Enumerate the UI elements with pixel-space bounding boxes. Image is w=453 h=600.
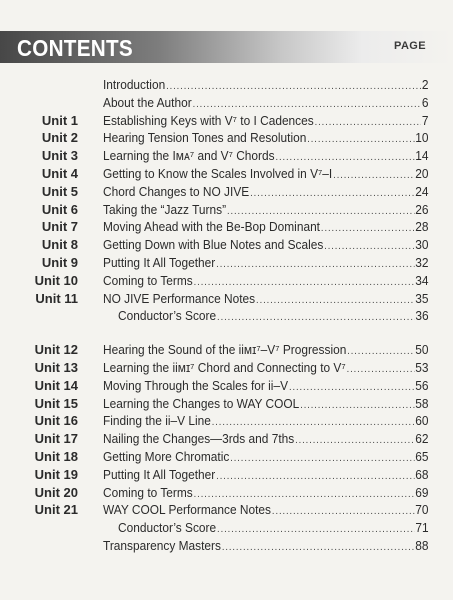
toc-entry [0, 307, 453, 325]
toc-entry [0, 395, 453, 413]
toc-title: Hearing the Sound of the iiᴍɪ⁷–V⁷ Progression [103, 342, 347, 358]
toc-title: Chord Changes to NO JIVE [103, 183, 250, 199]
toc-page-number: 35 [415, 290, 429, 306]
toc-title: Hearing Tension Tones and Resolution [103, 130, 307, 146]
toc-unit-label: Unit 15 [34, 395, 78, 411]
toc-title: WAY COOL Performance Notes [103, 502, 271, 518]
toc-title: Putting It All Together [103, 254, 216, 270]
toc-entry [0, 165, 453, 183]
toc-entry [0, 94, 453, 112]
toc-unit-label: Unit 11 [35, 290, 78, 306]
toc-entry [0, 501, 453, 519]
toc-title: Coming to Terms [103, 272, 193, 288]
toc-unit-label: Unit 6 [41, 201, 78, 217]
table-of-contents [0, 76, 453, 555]
toc-unit-label: Unit 3 [41, 148, 78, 164]
toc-page-number: 34 [415, 272, 429, 288]
toc-unit-label: Unit 7 [41, 219, 78, 235]
toc-unit-label: Unit 8 [41, 237, 78, 253]
toc-entry [0, 272, 453, 290]
toc-title: Getting More Chromatic [103, 448, 230, 464]
toc-entry [0, 412, 453, 430]
toc-title: Learning the iiᴍɪ⁷ Chord and Connecting to V⁷ [103, 359, 346, 375]
toc-page-number: 50 [415, 342, 429, 358]
toc-title: Moving Ahead with the Be-Bop Dominant [103, 219, 320, 235]
toc-title: Getting to Know the Scales Involved in V⁷–I [103, 165, 333, 181]
toc-entry [0, 377, 453, 395]
toc-entry-line [118, 307, 429, 327]
toc-unit-label: Unit 16 [34, 413, 78, 429]
toc-page-number: 2 [421, 77, 429, 92]
toc-page-number: 53 [415, 359, 429, 375]
dot-leader [217, 309, 414, 327]
toc-unit-label: Unit 14 [34, 377, 78, 393]
toc-page-number: 26 [415, 201, 429, 217]
toc-entry [0, 430, 453, 448]
toc-page-number: 62 [415, 431, 429, 447]
contents-heading: CONTENTS [17, 35, 134, 61]
toc-page-number: 68 [415, 466, 429, 482]
toc-unit-label: Unit 18 [34, 448, 78, 464]
toc-page-number: 32 [415, 254, 429, 270]
toc-title: Introduction [103, 77, 166, 92]
toc-title: Moving Through the Scales for ii–V [103, 377, 289, 393]
toc-title: Conductor’s Score [118, 308, 217, 324]
toc-unit-label: Unit 12 [34, 342, 78, 358]
toc-page-number: 30 [415, 237, 429, 253]
toc-unit-label: Unit 13 [34, 359, 78, 375]
toc-unit-label: Unit 17 [34, 431, 78, 447]
toc-unit-label: Unit 19 [34, 466, 78, 482]
toc-unit-label: Unit 9 [41, 254, 78, 270]
toc-title: Transparency Masters [103, 537, 221, 553]
toc-unit-label: Unit 10 [34, 272, 78, 288]
toc-entry [0, 147, 453, 165]
toc-page-number: 14 [415, 148, 429, 164]
toc-title: NO JIVE Performance Notes [103, 290, 256, 306]
toc-page-number: 71 [415, 520, 429, 536]
toc-page-number: 88 [415, 537, 429, 553]
toc-unit-label: Unit 5 [41, 183, 78, 199]
toc-unit-label: Unit 21 [34, 502, 78, 518]
toc-title: Learning the Changes to WAY COOL [103, 395, 300, 411]
toc-page-number: 6 [421, 94, 429, 110]
section-gap [0, 325, 453, 341]
page-column-label: PAGE [394, 40, 426, 52]
toc-page-number: 58 [415, 395, 429, 411]
toc-title: Nailing the Changes—3rds and 7ths [103, 431, 295, 447]
toc-entry [0, 466, 453, 484]
toc-unit-label: Unit 2 [41, 130, 78, 146]
toc-entry [0, 290, 453, 308]
toc-entry [0, 201, 453, 219]
toc-entry [0, 341, 453, 359]
toc-title: Conductor’s Score [118, 520, 217, 536]
toc-entry [0, 112, 453, 130]
toc-page-number: 69 [415, 484, 429, 500]
toc-entry [0, 519, 453, 537]
toc-title: Putting It All Together [103, 466, 216, 482]
toc-entry [0, 183, 453, 201]
toc-unit-label: Unit 1 [41, 112, 78, 128]
toc-entry [0, 218, 453, 236]
toc-title: Learning the Iᴍᴀ⁷ and V⁷ Chords [103, 148, 275, 164]
toc-page-number: 60 [415, 413, 429, 429]
toc-entry [0, 236, 453, 254]
toc-entry [0, 254, 453, 272]
toc-unit-label: Unit 4 [41, 165, 78, 181]
toc-title: Coming to Terms [103, 484, 193, 500]
toc-page-number: 10 [415, 130, 429, 146]
toc-title: Finding the ii–V Line [103, 413, 211, 429]
toc-page-number: 20 [415, 165, 429, 181]
toc-page-number: 36 [415, 308, 429, 324]
toc-entry [0, 129, 453, 147]
toc-page-number: 28 [415, 219, 429, 235]
toc-page-number: 70 [415, 502, 429, 518]
contents-header-bar [0, 31, 453, 63]
toc-page-number: 56 [415, 377, 429, 393]
toc-entry-line [103, 537, 429, 557]
toc-entry [0, 537, 453, 555]
toc-title: Establishing Keys with V⁷ to I Cadences [103, 112, 314, 128]
dot-leader [222, 539, 414, 557]
toc-entry [0, 359, 453, 377]
toc-entry [0, 76, 453, 94]
toc-title: Taking the “Jazz Turns” [103, 201, 227, 217]
toc-entry [0, 484, 453, 502]
toc-page-number: 65 [415, 448, 429, 464]
toc-unit-label: Unit 20 [34, 484, 78, 500]
toc-title: About the Author [103, 94, 192, 110]
toc-page-number: 7 [421, 112, 429, 128]
toc-entry [0, 448, 453, 466]
toc-page-number: 24 [415, 183, 429, 199]
toc-title: Getting Down with Blue Notes and Scales [103, 237, 324, 253]
